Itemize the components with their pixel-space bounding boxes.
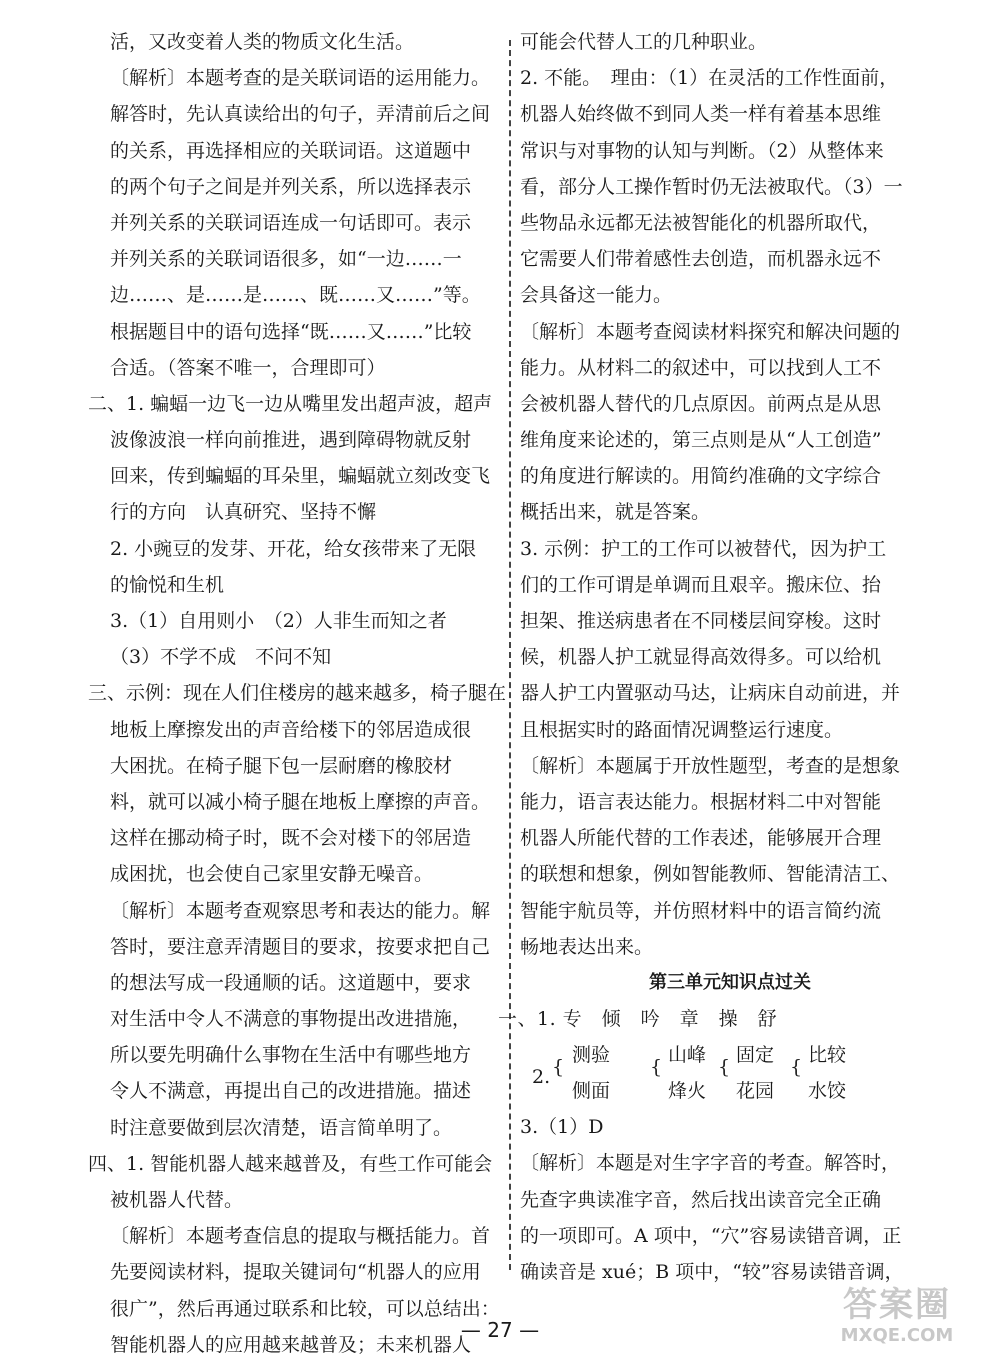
text-line: 确读音是 xué；B 项中，“较”容易读错音调， [520, 1261, 904, 1283]
section-heading: 第三单元知识点过关 [649, 971, 811, 993]
text-line: 3.（1）D [520, 1116, 604, 1139]
text-line: 2. 小豌豆的发芽、开花，给女孩带来了无限 [110, 537, 477, 560]
text-line: 〔解析〕本题考查观察思考和表达的能力。解 [110, 899, 491, 922]
text-line: 能力。从材料二的叙述中，可以找到人工不 [520, 356, 882, 379]
right-column-bottom [520, 1109, 940, 1290]
word-pair-2-bottom: 烽火 [668, 1080, 707, 1103]
text-line: 机器人所能代替的工作表述，能够展开合理 [520, 827, 882, 850]
text-line: 的一项即可。A 项中，“穴”容易读错音调，正 [520, 1224, 902, 1247]
text-line: 地板上摩擦发出的声音给楼下的邻居造成很 [110, 718, 472, 741]
text-line: 二、1. 蝙蝠一边飞一边从嘴里发出超声波，超声 [88, 392, 493, 415]
left-brace-icon: { [552, 1056, 565, 1079]
text-line: 〔解析〕本题考查信息的提取与概括能力。首 [110, 1225, 491, 1248]
text-line: 解答时，先认真读给出的句子，弄清前后之间 [110, 103, 491, 126]
text-line: 维角度来论述的，第三点则是从“人工创造” [520, 429, 882, 452]
text-line: 能力，语言表达能力。根据材料二中对智能 [520, 790, 882, 813]
text-line: 波像波浪一样向前推进，遇到障碍物就反射 [110, 429, 472, 452]
text-line: 会具备这一能力。 [520, 284, 673, 307]
text-line: 常识与对事物的认知与判断。（2）从整体来 [520, 139, 884, 162]
question-2-word-pairs [528, 1037, 940, 1109]
text-line: 边……、是……是……、既……又……”等。 [110, 284, 481, 307]
text-line: 四、1. 智能机器人越来越普及，有些工作可能会 [88, 1152, 493, 1175]
text-line: 的两个句子之间是并列关系，所以选择表示 [110, 175, 472, 198]
text-line: 所以要先明确什么事物在生活中有哪些地方 [110, 1044, 472, 1067]
text-line: 〔解析〕本题考查的是关联词语的运用能力。 [110, 67, 491, 90]
text-line: 〔解析〕本题属于开放性题型，考查的是想象 [520, 754, 901, 777]
text-line: 3.（1）自用则小 （2）人非生而知之者 [110, 610, 447, 632]
text-line: 料，就可以减小椅子腿在地板上摩擦的声音。 [110, 790, 491, 813]
text-line: 候，机器人护工就显得高效得多。可以给机 [520, 646, 882, 669]
text-line: 的联想和想象，例如智能教师、智能清洁工、 [520, 863, 901, 886]
word-pair-2-top: 山峰 [668, 1044, 707, 1067]
text-line: 〔解析〕本题考查阅读材料探究和解决问题的 [520, 320, 901, 343]
text-line: 的关系，再选择相应的关联词语。这道题中 [110, 139, 472, 162]
word-pair-1-top: 测验 [572, 1044, 611, 1067]
left-brace-icon: { [650, 1056, 663, 1079]
text-line: 会被机器人替代的几点原因。前两点是从思 [520, 392, 882, 415]
text-line: 些物品永远都无法被智能化的机器所取代， [520, 211, 882, 234]
text-line: 答时，要注意弄清题目的要求，按要求把自己 [110, 935, 491, 958]
text-line: 智能机器人的应用越来越普及；未来机器人 [110, 1333, 472, 1356]
text-line: 行的方向 认真研究、坚持不懈 [110, 501, 377, 524]
text-line: 们的工作可谓是单调而且艰辛。搬床位、抬 [520, 573, 882, 596]
text-line: 令人不满意，再提出自己的改进措施。描述 [110, 1080, 472, 1103]
right-column [498, 24, 940, 1290]
text-line: 2. 不能。 理由：（1）在灵活的工作性面前， [520, 67, 899, 90]
text-line: 智能宇航员等，并仿照材料中的语言简约流 [520, 899, 882, 922]
watermark-text: 答案圈 [843, 1285, 951, 1325]
text-line: 担架、推送病患者在不同楼层间穿梭。这时 [520, 610, 882, 632]
text-line: 这样在挪动椅子时，既不会对楼下的邻居造 [110, 827, 472, 850]
left-brace-icon: { [790, 1056, 803, 1079]
text-line: 成困扰，也会使自己家里安静无噪音。 [110, 863, 434, 886]
text-line: 器人护工内置驱动马达，让病床自动前进，并 [520, 682, 901, 705]
text-line: 根据题目中的语句选择“既……又……”比较 [110, 320, 472, 343]
word-pair-4-top: 比较 [808, 1044, 847, 1067]
text-line: 很广”，然后再通过联系和比较，可以总结出： [110, 1297, 500, 1320]
text-line: 的想法写成一段通顺的话。这道题中，要求 [110, 971, 472, 994]
word-pair-4-bottom: 水饺 [808, 1080, 847, 1103]
text-line: （3）不学不成 不问不知 [110, 646, 332, 669]
text-line: 概括出来，就是答案。 [520, 501, 711, 524]
watermark-logo [812, 1285, 982, 1355]
text-line: 并列关系的关联词语连成一句话即可。表示 [110, 211, 472, 234]
text-line: 大困扰。在椅子腿下包一层耐磨的橡胶材 [110, 754, 453, 777]
text-line: 活，又改变着人类的物质文化生活。 [110, 31, 415, 53]
right-column-top [520, 24, 940, 965]
text-line: 对生活中令人不满意的事物提出改进措施， [110, 1008, 472, 1031]
text-line: 看，部分人工操作暂时仍无法被取代。（3）一 [520, 175, 903, 198]
text-line: 〔解析〕本题是对生字字音的考查。解答时， [520, 1152, 901, 1175]
text-line: 它需要人们带着感性去创造，而机器永远不 [520, 248, 882, 271]
text-line: 被机器人代替。 [110, 1189, 244, 1211]
text-line: 机器人始终做不到同人类一样有着基本思维 [520, 103, 882, 126]
left-brace-icon: { [718, 1056, 731, 1079]
text-line: 的愉悦和生机 [110, 573, 225, 596]
text-line: 时注意要做到层次清楚，语言简单明了。 [110, 1116, 453, 1139]
text-line: 先查字典读准字音，然后找出读音完全正确 [520, 1188, 882, 1211]
question-1-characters: 一、1. 专 倾 吟 章 操 舒 [498, 1008, 778, 1031]
word-pair-3-top: 固定 [736, 1044, 775, 1067]
text-line: 回来，传到蝙蝠的耳朵里，蝙蝠就立刻改变飞 [110, 465, 491, 488]
text-line: 畅地表达出来。 [520, 935, 654, 958]
page-number: — 27 — [460, 1318, 540, 1342]
text-line: 三、示例：现在人们住楼房的越来越多，椅子腿在 [88, 682, 507, 705]
text-line: 3. 示例：护工的工作可以被替代，因为护工 [520, 537, 887, 560]
word-pair-1-bottom: 侧面 [572, 1080, 611, 1103]
text-line: 先要阅读材料，提取关键词句“机器人的应用 [110, 1261, 481, 1284]
column-divider [509, 40, 511, 1270]
question-2-number: 2. [532, 1066, 551, 1089]
text-line: 且根据实时的路面情况调整运行速度。 [520, 718, 844, 741]
word-pair-3-bottom: 花园 [736, 1080, 775, 1103]
text-line: 并列关系的关联词语很多，如“一边……一 [110, 248, 462, 271]
text-line: 合适。（答案不唯一，合理即可） [110, 356, 386, 379]
watermark-url: MXQE.COM [840, 1325, 954, 1346]
text-line: 可能会代替人工的几种职业。 [520, 31, 768, 53]
text-line: 的角度进行解读的。用简约准确的文字综合 [520, 465, 882, 488]
